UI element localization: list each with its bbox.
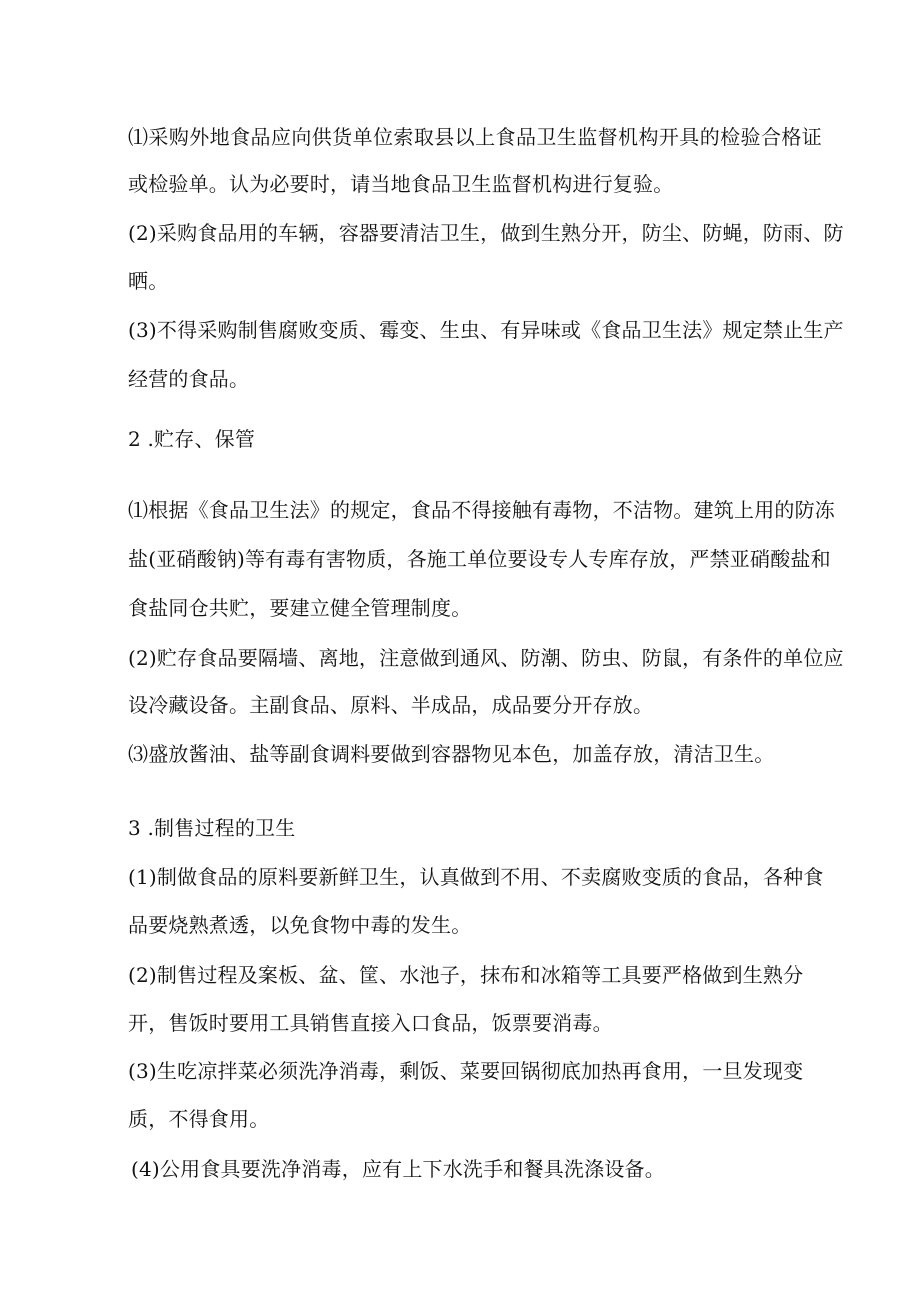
text-line: 质，不得食用。 (128, 1107, 270, 1131)
text-line: (2)制售过程及案板、盆、筐、水池子，抹布和冰箱等工具要严格做到生熟分 (128, 963, 804, 987)
text-line: (2)贮存食品要隔墙、离地，注意做到通风、防潮、防虫、防鼠，有条件的单位应 (128, 646, 844, 670)
text-line: (1)制做食品的原料要新鲜卫生，认真做到不用、不卖腐败变质的食品，各种食 (128, 865, 824, 889)
section-heading: 2 .贮存、保管 (128, 427, 256, 451)
text-line: 经营的食品。 (128, 367, 250, 391)
text-line: 晒。 (128, 269, 169, 293)
section-heading: 3 .制售过程的卫生 (128, 816, 296, 840)
text-line: (3)不得采购制售腐败变质、霉变、生虫、有异味或《食品卫生法》规定禁止生产 (128, 318, 844, 342)
text-line: 盐(亚硝酸钠)等有毒有害物质，各施工单位要设专人专库存放，严禁亚硝酸盐和 (128, 547, 831, 571)
text-line: ⑴采购外地食品应向供货单位索取县以上食品卫生监督机构开具的检验合格证 (128, 125, 822, 149)
text-line: 品要烧熟煮透，以免食物中毒的发生。 (128, 913, 472, 937)
text-line: 设冷藏设备。主副食品、原料、半成品，成品要分开存放。 (128, 693, 654, 717)
text-line: 开，售饭时要用工具销售直接入口食品，饭票要消毒。 (128, 1011, 613, 1035)
text-line: (2)采购食品用的车辆，容器要清洁卫生，做到生熟分开，防尘、防蝇，防雨、防 (128, 221, 844, 245)
text-line: ⑶盛放酱油、盐等副食调料要做到容器物见本色，加盖存放，清洁卫生。 (128, 742, 775, 766)
text-line: (3)生吃凉拌菜必须洗净消毒，剩饭、菜要回锅彻底加热再食用，一旦发现变 (128, 1059, 804, 1083)
text-line: 或检验单。认为必要时，请当地食品卫生监督机构进行复验。 (128, 172, 674, 196)
text-line: ⑴根据《食品卫生法》的规定，食品不得接触有毒物，不洁物。建筑上用的防冻 (128, 498, 835, 522)
text-line: (4)公用食具要洗净消毒，应有上下水洗手和餐具洗涤设备。 (131, 1157, 665, 1181)
text-line: 食盐同仓共贮，要建立健全管理制度。 (128, 596, 472, 620)
